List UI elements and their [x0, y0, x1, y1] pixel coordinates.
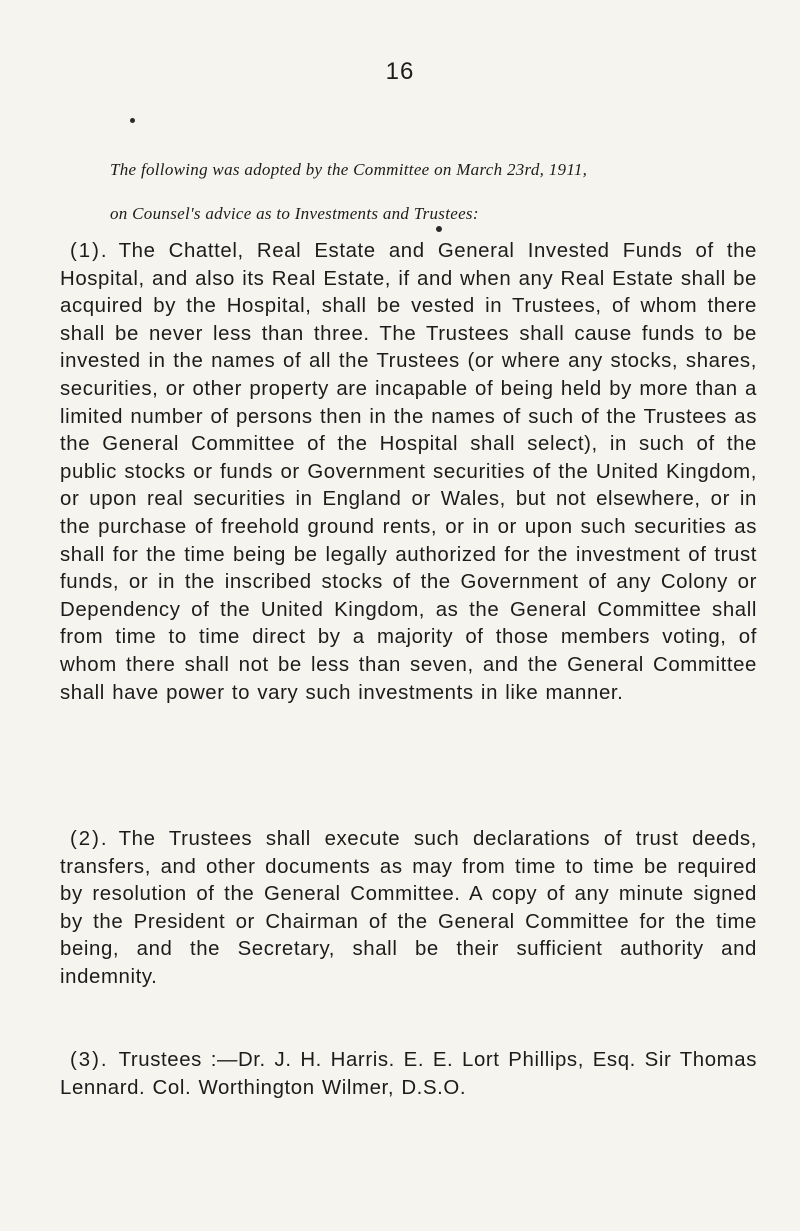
paragraph-1: [60, 238, 757, 707]
preamble-line-2: on Counsel's advice as to Investments and Trustees:: [110, 204, 479, 223]
paragraph-3-text: Trustees :—Dr. J. H. Harris. E. E. Lort Phillips, Esq. Sir Thomas Lennard. Col. Worthington Wilmer, D.S.O.: [60, 1049, 757, 1099]
print-speck: [130, 118, 135, 123]
preamble-line-1: The following was adopted by the Committee on March 23rd, 1911,: [110, 160, 588, 179]
paragraph-2: [60, 826, 757, 992]
paragraph-1-marker: (1).: [70, 240, 109, 262]
paragraph-3: [60, 1047, 757, 1102]
paragraph-2-text: The Trustees shall execute such declarations of trust deeds, transfers, and other documents as may from time to time be required by resolution of the General Committee. A copy of any minute signed by the President or Chairman of the General Committee for the time being, and the Secretary, shall be their sufficient authority and indemnity.: [60, 828, 757, 988]
print-speck: [436, 226, 442, 232]
page-number: 16: [385, 58, 415, 85]
paragraph-2-marker: (2).: [70, 828, 109, 850]
paragraph-1-text: The Chattel, Real Estate and General Invested Funds of the Hospital, and also its Real Estate, if and when any Real Estate shall be acquired by the Hospital, shall be vested in Trustees, of whom there shall be never less than three. The Trustees shall cause funds to be invested in the names of all the Trustees (or where any stocks, shares, securities, or other property are incapable of being held by more than a limited number of persons then in the names of such of the Trustees as the General Committee of the Hospital shall select), in such of the public stocks or funds or Government securities of the United Kingdom, or upon real securities in England or Wales, but not elsewhere, or in the purchase of freehold ground rents, or in or upon such securities as shall for the time being be legally authorized for the investment of trust funds, or in the inscribed stocks of the Government of any Colony or Dependency of the United Kingdom, as the General Committee shall from time to time direct by a majority of those members voting, of whom there shall not be less than seven, and the General Committee shall have power to vary such investments in like manner.: [60, 240, 757, 704]
paragraph-3-marker: (3).: [70, 1049, 109, 1071]
